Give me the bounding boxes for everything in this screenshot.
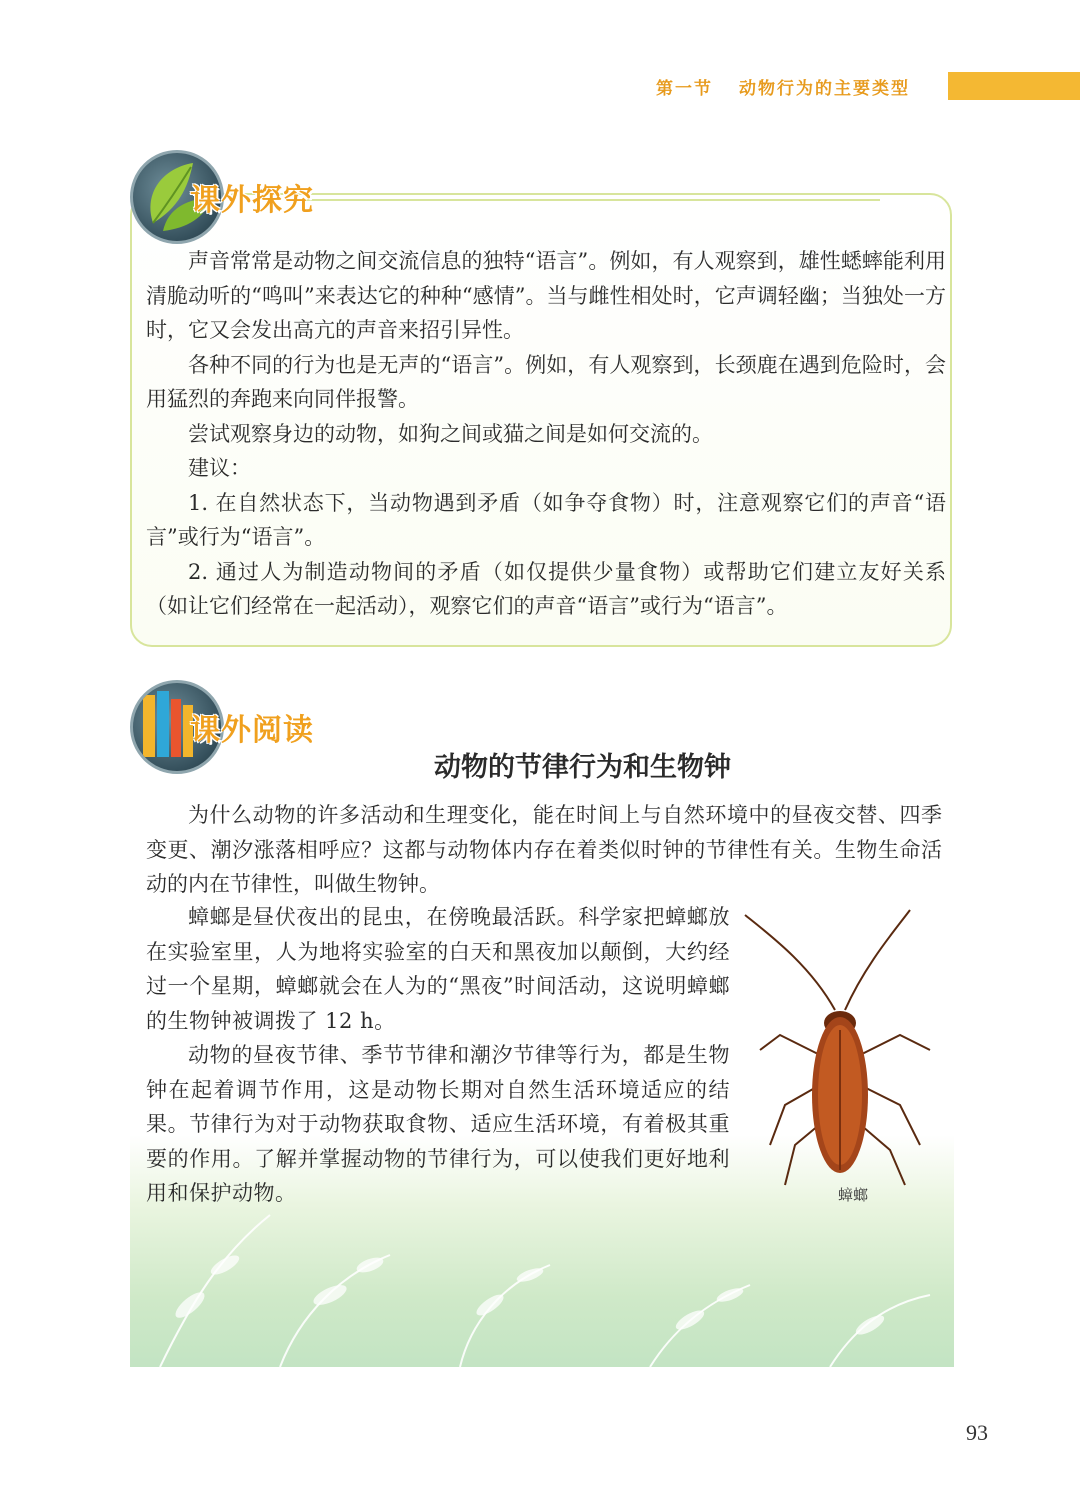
- explore-paragraph: 声音常常是动物之间交流信息的独特“语言”。例如，有人观察到，雄性蟋蟀能利用清脆动听的“鸣叫”来表达它的种种“感情”。当与雌性相处时，它声调轻幽；当独处一方时，它又会发出高亢的声音来招引异性。: [146, 249, 946, 342]
- suggestion-label: 建议：: [188, 456, 251, 480]
- explore-badge: [130, 150, 314, 244]
- page-number: 93: [966, 1420, 988, 1445]
- explore-badge-title: 课外探究: [190, 183, 314, 218]
- suggestion-item-1: 1. 在自然状态下，当动物遇到矛盾（如争夺食物）时，注意观察它们的声音“语言”或行为“语言”。: [146, 490, 946, 549]
- image-caption: 蟑螂: [838, 1186, 869, 1204]
- explore-text: [146, 244, 946, 624]
- section-number: 第一节: [656, 78, 713, 99]
- explore-paragraph: 各种不同的行为也是无声的“语言”。例如，有人观察到，长颈鹿在遇到危险时，会用猛烈的奔跑来向同伴报警。: [146, 352, 946, 411]
- running-header: [650, 72, 1080, 100]
- explore-paragraph: 尝试观察身边的动物，如狗之间或猫之间是如何交流的。: [188, 421, 713, 446]
- suggestion-item-2: 2. 通过人为制造动物间的矛盾（如仅提供少量食物）或帮助它们建立友好关系（如让它们经常在一起活动），观察它们的声音“语言”或行为“语言”。: [146, 559, 946, 618]
- reading-badge-title: 课外阅读: [190, 713, 314, 748]
- reading-paragraph: 蟑螂是昼伏夜出的昆虫，在傍晚最活跃。科学家把蟑螂放在实验室里，人为地将实验室的白天和黑夜加以颠倒，大约经过一个星期，蟑螂就会在人为的“黑夜”时间活动，这说明蟑螂的生物钟被调拨了 12 h。: [146, 905, 730, 1033]
- reading-paragraph: 动物的昼夜节律、季节节律和潮汐节律等行为，都是生物钟在起着调节作用，这是动物长期对自然生活环境适应的结果。节律行为对于动物获取食物、适应生活环境，有着极其重要的作用。了解并掌握动物的节律行为，可以使我们更好地利用和保护动物。: [146, 1043, 730, 1205]
- reading-title: 动物的节律行为和生物钟: [434, 752, 731, 783]
- reading-paragraph: 为什么动物的许多活动和生理变化，能在时间上与自然环境中的昼夜交替、四季变更、潮汐涨落相呼应？这都与动物体内存在着类似时钟的节律性有关。生物生命活动的内在节律性，叫做生物钟。: [146, 803, 942, 896]
- explore-divider: [300, 199, 880, 201]
- reading-intro: [146, 798, 942, 902]
- cockroach-image: [740, 905, 960, 1205]
- running-header-text: [650, 74, 910, 99]
- section-title: 动物行为的主要类型: [739, 78, 910, 99]
- reading-body: [146, 900, 730, 1211]
- header-color-bar: [948, 72, 1080, 100]
